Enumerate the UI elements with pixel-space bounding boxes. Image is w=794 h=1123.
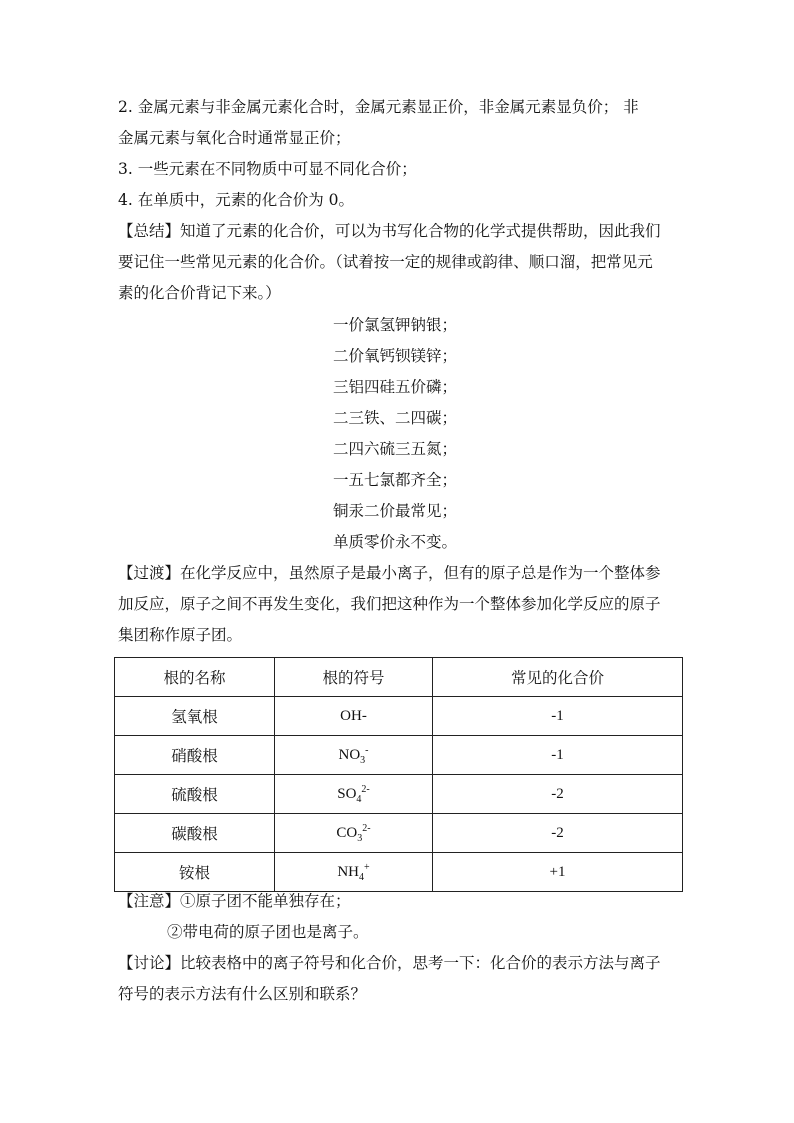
symbol-subscript: 4 [356, 793, 362, 805]
summary-line1 [118, 220, 661, 242]
rule2-line2: 金属元素与氧化合时通常显正价； [118, 129, 351, 147]
radical-valence: -1 [433, 697, 683, 736]
symbol-superscript: - [365, 744, 369, 756]
table-row [115, 775, 683, 814]
discussion-line2: 符号的表示方法有什么区别和联系？ [118, 985, 367, 1003]
summary-text-1: 知道了元素的化合价，可以为书写化合物的化学式提供帮助，因此我们 [180, 222, 661, 240]
discussion-text-1: 比较表格中的离子符号和化合价，思考一下：化合价的表示方法与离子 [180, 954, 661, 972]
rule2-line1: 2. 金属元素与非金属元素化合时，金属元素显正价，非金属元素显负价； 非 [118, 98, 639, 116]
radical-valence: -1 [433, 736, 683, 775]
symbol-superscript: 2- [362, 822, 371, 834]
radical-name: 硝酸根 [115, 736, 275, 775]
table-row [115, 697, 683, 736]
note-item-1: ①原子团不能单独存在； [180, 892, 351, 910]
transition-line2: 加反应，原子之间不再发生变化，我们把这种作为一个整体参加化学反应的原子 [118, 595, 661, 613]
poem-line: 二价氧钙钡镁锌； [333, 347, 458, 365]
transition-tag: 【过渡】 [118, 564, 181, 582]
symbol-base: NO [338, 746, 361, 763]
radical-symbol [275, 853, 433, 892]
radical-symbol [275, 736, 433, 775]
note-item-2: ②带电荷的原子团也是离子。 [167, 923, 369, 941]
rule3: 3. 一些元素在不同物质中可显不同化合价； [118, 160, 417, 178]
discussion-tag: 【讨论】 [118, 954, 181, 972]
radical-table [114, 657, 683, 892]
symbol-base: CO [336, 824, 358, 841]
symbol-subscript: 3 [360, 754, 366, 766]
poem-line: 铜汞二价最常见； [333, 502, 458, 520]
transition-line3: 集团称作原子团。 [118, 626, 243, 644]
symbol-base: SO [337, 785, 357, 802]
symbol-subscript: 4 [359, 871, 365, 883]
table-row [115, 853, 683, 892]
radical-valence: -2 [433, 775, 683, 814]
radical-name: 氢氧根 [115, 697, 275, 736]
table-header-row [115, 658, 683, 697]
note-line1 [118, 890, 351, 912]
poem-line: 二三铁、二四碳； [333, 409, 458, 427]
symbol-base: NH [337, 863, 360, 880]
rule4: 4. 在单质中，元素的化合价为 0。 [118, 191, 355, 209]
discussion-line1 [118, 952, 661, 974]
symbol-base: OH- [340, 707, 367, 724]
radical-valence: -2 [433, 814, 683, 853]
header-symbol: 根的符号 [275, 658, 433, 697]
poem-line: 单质零价永不变。 [333, 533, 458, 551]
radical-name: 铵根 [115, 853, 275, 892]
poem-line: 一五七氯都齐全； [333, 471, 458, 489]
summary-line2: 要记住一些常见元素的化合价。（试着按一定的规律或韵律、顺口溜，把常见元 [118, 253, 653, 271]
radical-name: 硫酸根 [115, 775, 275, 814]
radical-symbol [275, 697, 433, 736]
radical-valence: +1 [433, 853, 683, 892]
note-tag: 【注意】 [118, 892, 181, 910]
summary-tag: 【总结】 [118, 222, 181, 240]
symbol-superscript: 2- [361, 783, 370, 795]
transition-line1 [118, 562, 661, 584]
poem-line: 二四六硫三五氮； [333, 440, 458, 458]
radical-symbol [275, 814, 433, 853]
summary-line3: 素的化合价背记下来。） [118, 284, 281, 302]
symbol-superscript: + [364, 861, 370, 873]
radical-name: 碳酸根 [115, 814, 275, 853]
poem-line: 三铝四硅五价磷； [333, 378, 458, 396]
header-valence: 常见的化合价 [433, 658, 683, 697]
radical-symbol [275, 775, 433, 814]
transition-text-1: 在化学反应中，虽然原子是最小离子，但有的原子总是作为一个整体参 [180, 564, 661, 582]
symbol-subscript: 3 [357, 832, 363, 844]
table-row [115, 814, 683, 853]
header-name: 根的名称 [115, 658, 275, 697]
table-row [115, 736, 683, 775]
poem-line: 一价氯氢钾钠银； [333, 316, 458, 334]
